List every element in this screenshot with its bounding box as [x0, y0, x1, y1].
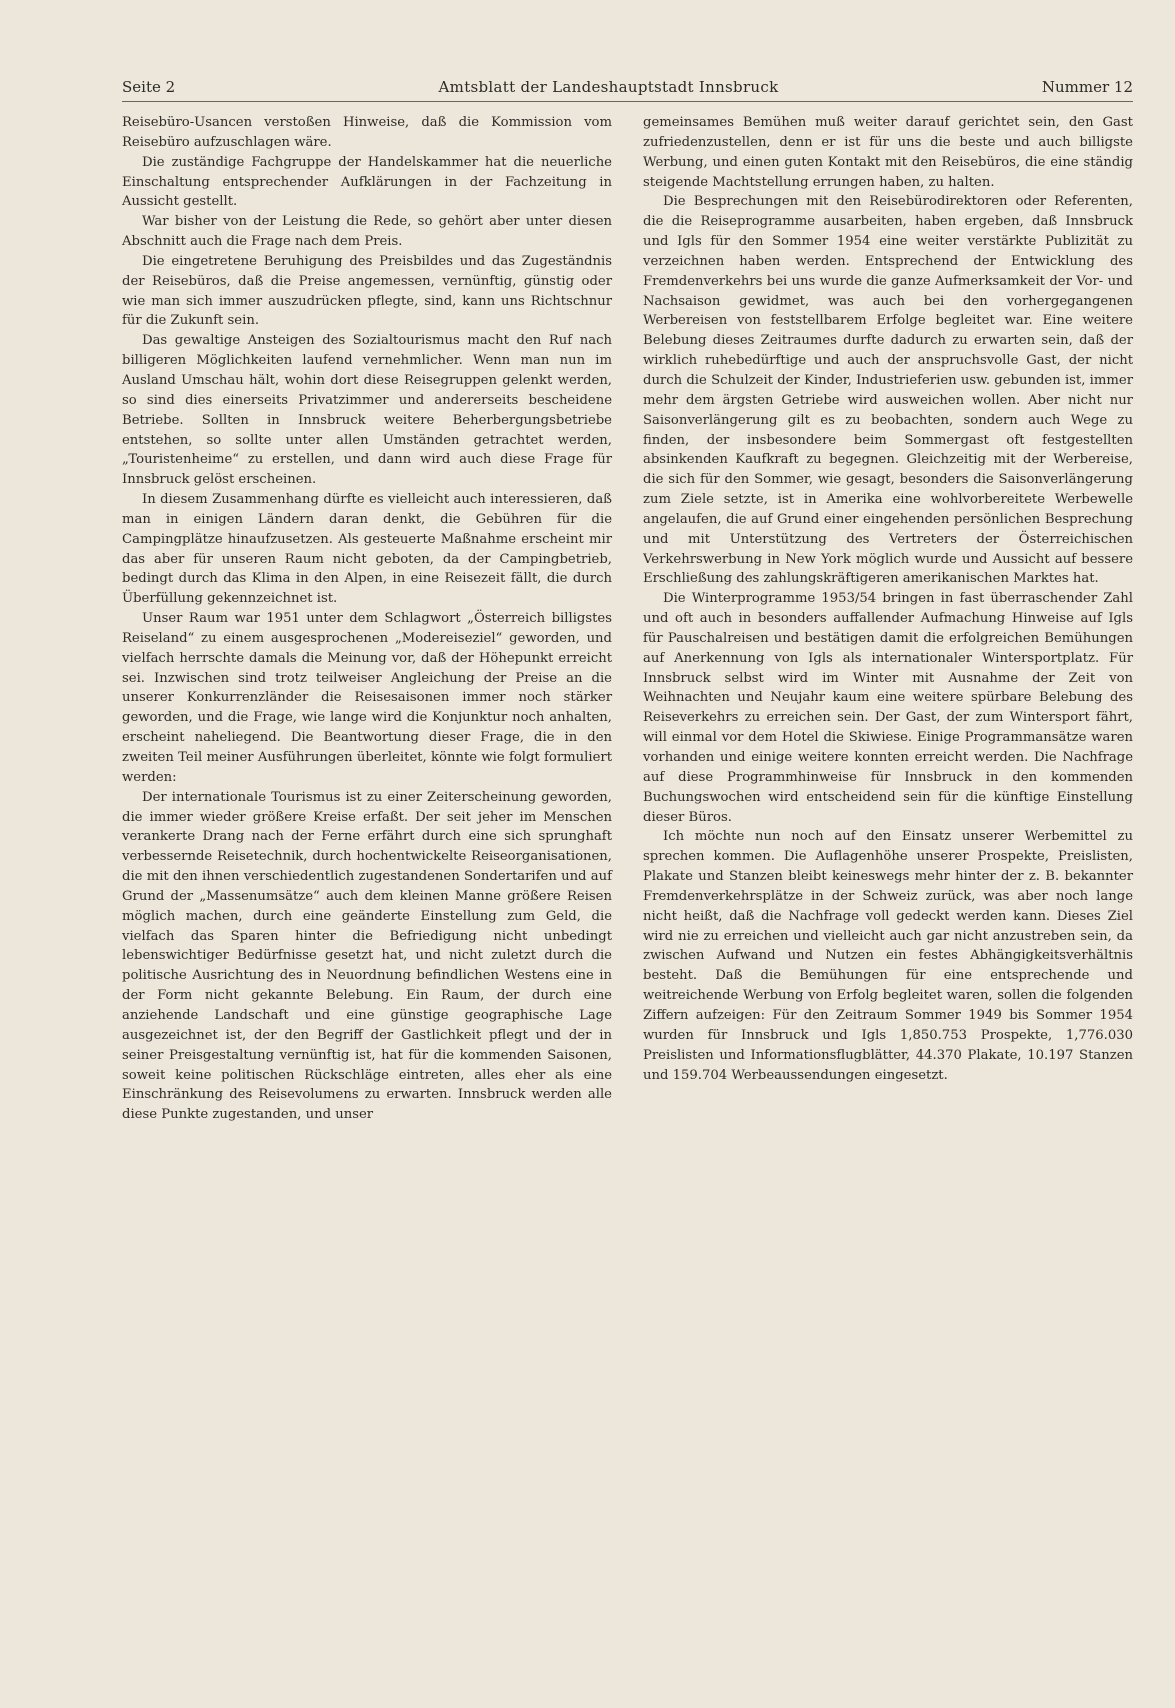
paragraph: Die Besprechungen mit den Reisebürodirektoren oder Referenten, die die Reiseprogramme ausarbeiten, haben ergeben, daß Innsbruck und Igls für den Sommer 1954 eine weiter verstärkte Publizität zu verzeichnen haben werden. Entsprechend der Entwicklung des Fremdenverkehrs bei uns wurde die ganze Aufmerksamkeit der Vor- und Nachsaison gewidmet, was auch bei den vorhergegangenen Werbereisen von feststellbarem Erfolge begleitet war. Eine weitere Belebung dieses Zeitraumes durfte dadurch zu erwarten sein, daß der wirklich ruhebedürftige und auch der anspruchsvolle Gast, der nicht durch die Schulzeit der Kinder, Industrieferien usw. gebunden ist, immer mehr dem ärgsten Getriebe wird ausweichen wollen. Aber nicht nur Saisonverlängerung gilt es zu beobachten, sondern auch Wege zu finden, der insbesondere beim Sommergast oft festgestellten absinkenden Kaufkraft zu begegnen. Gleichzeitig mit der Werbereise, die sich für den Sommer, wie gesagt, besonders die Saisonverlängerung zum Ziele setzte, ist in Amerika eine wohlvorbereitete Werbewelle angelaufen, die auf Grund einer eingehenden persönlichen Besprechung und mit Unterstützung des Vertreters der Österreichischen Verkehrswerbung in New York möglich wurde und Aussicht auf bessere Erschließung des zahlungskräftigeren amerikanischen Marktes hat. [643, 194, 1133, 587]
paragraph: gemeinsames Bemühen muß weiter darauf gerichtet sein, den Gast zufriedenzustellen, denn er ist für uns die beste und auch billigste Werbung, und einen guten Kontakt mit den Reisebüros, die eine ständig steigende Machtstellung errungen haben, zu halten. [643, 115, 1133, 190]
paragraph: In diesem Zusammenhang dürfte es vielleicht auch interessieren, daß man in einigen Ländern daran denkt, die Gebühren für die Campingplätze hinaufzusetzen. Als gesteuerte Maßnahme erscheint mir das aber für unseren Raum nicht geboten, da der Campingbetrieb, bedingt durch das Klima in den Alpen, in eine Reisezeit fällt, die durch Überfüllung gekennzeichnet ist. [122, 492, 612, 607]
article-columns [122, 113, 1133, 1125]
paragraph: Ich möchte nun noch auf den Einsatz unserer Werbemittel zu sprechen kommen. Die Auflagenhöhe unserer Prospekte, Preislisten, Plakate und Stanzen bleibt keineswegs mehr hinter der z. B. bekannter Fremdenverkehrsplätze in der Schweiz zurück, was aber noch lange nicht heißt, daß die Nachfrage voll gedeckt werden kann. Dieses Ziel wird nie zu erreichen und vielleicht auch gar nicht anzustreben sein, da zwischen Aufwand und Nutzen ein festes Abhängigkeitsverhältnis besteht. Daß die Bemühungen für eine entsprechende und weitreichende Werbung von Erfolg begleitet waren, sollen die folgenden Ziffern aufzeigen: Für den Zeitraum Sommer 1949 bis Sommer 1954 wurden für Innsbruck und Igls 1,850.753 Prospekte, 1,776.030 Preislisten und Informationsflugblätter, 44.370 Plakate, 10.197 Stanzen und 159.704 Werbeaussendungen eingesetzt. [643, 829, 1133, 1083]
paragraph: Der internationale Tourismus ist zu einer Zeiterscheinung geworden, die immer wieder größere Kreise erfaßt. Der seit jeher im Menschen verankerte Drang nach der Ferne erfährt durch eine sich sprunghaft verbessernde Reisetechnik, durch hochentwickelte Reiseorganisationen, die mit den ihnen verschiedentlich zugestandenen Sondertarifen und auf Grund der „Massenumsätze“ auch dem kleinen Manne größere Reisen möglich machen, durch eine geänderte Einstellung zum Geld, die vielfach das Sparen hinter die Befriedigung nicht unbedingt lebenswichtiger Bedürfnisse gesetzt hat, und nicht zuletzt durch die politische Ausrichtung des in Neuordnung befindlichen Westens eine in der Form nicht gekannte Belebung. Ein Raum, der durch eine anziehende Landschaft und eine günstige geographische Lage ausgezeichnet ist, der den Begriff der Gastlichkeit pflegt und der in seiner Preisgestaltung vernünftig ist, hat für die kommenden Saisonen, soweit keine politischen Rückschläge eintreten, alles eher als eine Einschränkung des Reisevolumens zu erwarten. Innsbruck werden alle diese Punkte zugestanden, und unser [122, 789, 612, 1123]
page-number: Seite 2 [122, 78, 176, 96]
left-column [122, 113, 612, 1125]
paragraph: Die Winterprogramme 1953/54 bringen in fast überraschender Zahl und oft auch in besonders auffallender Aufmachung Hinweise auf Igls für Pauschalreisen und bestätigen damit die erfolgreichen Bemühungen auf Anerkennung von Igls als internationaler Wintersportplatz. Für Innsbruck selbst wird im Winter mit Ausnahme der Zeit von Weihnachten und Neujahr kaum eine weitere spürbare Belebung des Reiseverkehrs zu erreichen sein. Der Gast, der zum Wintersport fährt, will einmal vor dem Hotel die Skiwiese. Einige Programmansätze waren vorhanden und einige weitere konnten erreicht werden. Die Nachfrage auf diese Programmhinweise für Innsbruck in den kommenden Buchungswochen wird entscheidend sein für die künftige Einstellung dieser Büros. [643, 591, 1133, 825]
paragraph: Unser Raum war 1951 unter dem Schlagwort „Österreich billigstes Reiseland“ zu einem ausgesprochenen „Modereiseziel“ geworden, und vielfach herrschte damals die Meinung vor, daß der Höhepunkt erreicht sei. Inzwischen sind trotz teilweiser Angleichung der Preise an die unserer Konkurrenzländer die Reisesaisonen immer noch stärker geworden, und die Frage, wie lange wird die Konjunktur noch anhalten, erscheint naheliegend. Die Beantwortung dieser Frage, die in den zweiten Teil meiner Ausführungen überleitet, könnte wie folgt formuliert werden: [122, 611, 612, 785]
paragraph: Die eingetretene Beruhigung des Preisbildes und das Zugeständnis der Reisebüros, daß die Preise angemessen, vernünftig, günstig oder wie man sich immer auszudrücken pflegte, sind, kann uns Richtschnur für die Zukunft sein. [122, 253, 612, 329]
paragraph: Reisebüro-Usancen verstoßen Hinweise, daß die Kommission vom Reisebüro aufzuschlagen wäre. [122, 115, 612, 150]
paragraph: War bisher von der Leistung die Rede, so gehört aber unter diesen Abschnitt auch die Frage nach dem Preis. [122, 214, 612, 250]
publication-title: Amtsblatt der Landeshauptstadt Innsbruck [438, 78, 779, 96]
paragraph: Die zuständige Fachgruppe der Handelskammer hat die neuerliche Einschaltung entsprechender Aufklärungen in der Fachzeitung in Aussicht gestellt. [122, 154, 612, 210]
issue-number: Nummer 12 [1041, 78, 1133, 96]
page-header [122, 78, 1133, 102]
paragraph: Das gewaltige Ansteigen des Sozialtourismus macht den Ruf nach billigeren Möglichkeiten laufend vernehmlicher. Wenn man nun im Ausland Umschau hält, wohin dort diese Reisegruppen gelenkt werden, so sind dies einerseits Privatzimmer und andererseits bescheidene Betriebe. Sollten in Innsbruck weitere Beherbergungsbetriebe entstehen, so sollte unter allen Umständen getrachtet werden, „Touristenheime“ zu erstellen, und dann wird auch diese Frage für Innsbruck gelöst erscheinen. [122, 333, 612, 488]
right-column [643, 113, 1133, 1125]
